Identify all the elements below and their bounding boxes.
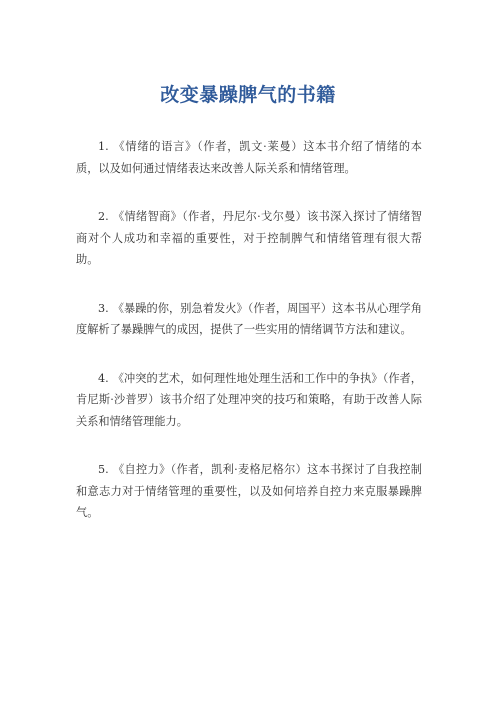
list-item-text: 《冲突的艺术，如何理性地处理生活和工作中的争执》（作者，肯尼斯·沙普罗）该书介绍了处理冲突的技巧和策略，有助于改善人际关系和情绪管理能力。 [76, 371, 422, 428]
page-title: 改变暴躁脾气的书籍 [160, 84, 336, 106]
book-list [76, 136, 422, 551]
list-item [76, 459, 422, 524]
list-item-text: 《自控力》（作者，凯利·麦格尼格尔）这本书探讨了自我控制和意志力对于情绪管理的重要性，以及如何培养自控力来克服暴躁脾气。 [76, 463, 422, 519]
list-item [76, 136, 422, 179]
list-item-number: 2. [98, 210, 109, 223]
list-item-text: 《情绪智商》（作者，丹尼尔·戈尔曼）该书深入探讨了情绪智商对个人成功和幸福的重要性，对于控制脾气和情绪管理有很大帮助。 [76, 210, 422, 266]
list-item [76, 206, 422, 271]
list-item-text: 《情绪的语言》（作者，凯文·莱曼）这本书介绍了情绪的本质，以及如何通过情绪表达来改善人际关系和情绪管理。 [76, 140, 422, 175]
list-item-number: 4. [98, 371, 109, 385]
list-item-number: 1. [98, 140, 109, 153]
list-item-text: 《暴躁的你，别急着发火》（作者，周国平）这本书从心理学角度解析了暴躁脾气的成因，提供了一些实用的情绪调节方法和建议。 [76, 301, 422, 336]
list-item [76, 368, 422, 433]
list-item [76, 298, 422, 341]
list-item-number: 3. [98, 301, 109, 315]
list-item-number: 5. [98, 463, 109, 476]
